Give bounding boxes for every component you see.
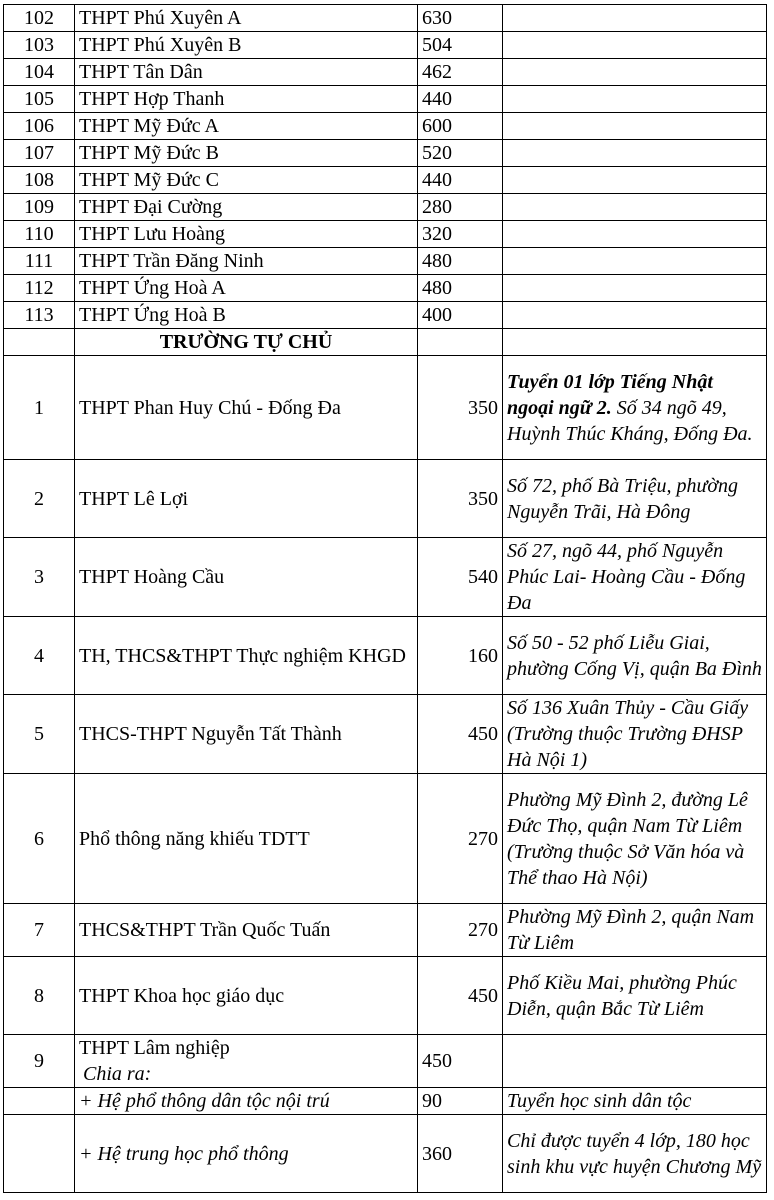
row-number: 104 xyxy=(4,59,75,86)
quota: 350 xyxy=(418,460,503,538)
quota: 320 xyxy=(418,221,503,248)
quota: 160 xyxy=(418,617,503,695)
note: Phường Mỹ Đình 2, đường Lê Đức Thọ, quận Nam Từ Liêm (Trường thuộc Sở Văn hóa và Thể thao Hà Nội) xyxy=(503,774,767,904)
quota: 630 xyxy=(418,5,503,32)
school-name: THPT Phú Xuyên B xyxy=(75,32,418,59)
note xyxy=(503,1035,767,1088)
table-row xyxy=(4,140,767,167)
table-row xyxy=(4,32,767,59)
school-name: THPT Mỹ Đức B xyxy=(75,140,418,167)
table-row xyxy=(4,5,767,32)
table-row xyxy=(4,957,767,1035)
row-number: 112 xyxy=(4,275,75,302)
school-name: TH, THCS&THPT Thực nghiệm KHGD xyxy=(75,617,418,695)
note xyxy=(503,167,767,194)
section-header-row xyxy=(4,329,767,356)
row-number: 2 xyxy=(4,460,75,538)
empty-cell xyxy=(4,1115,75,1193)
quota: 440 xyxy=(418,167,503,194)
school-name: THPT Khoa học giáo dục xyxy=(75,957,418,1035)
admission-quota-table xyxy=(3,4,767,1193)
school-name: THPT Phan Huy Chú - Đống Đa xyxy=(75,356,418,460)
school-name-text: THPT Lâm nghiệp xyxy=(79,1037,230,1059)
table-row xyxy=(4,617,767,695)
table-row xyxy=(4,1115,767,1193)
quota: 350 xyxy=(418,356,503,460)
quota: 600 xyxy=(418,113,503,140)
note: Số 72, phố Bà Triệu, phường Nguyễn Trãi, Hà Đông xyxy=(503,460,767,538)
note xyxy=(503,356,767,460)
quota: 480 xyxy=(418,275,503,302)
empty-cell xyxy=(4,1088,75,1115)
note xyxy=(503,302,767,329)
quota: 540 xyxy=(418,538,503,617)
school-name: Phổ thông năng khiếu TDTT xyxy=(75,774,418,904)
table-row xyxy=(4,248,767,275)
sub-system-name: + Hệ trung học phổ thông xyxy=(75,1115,418,1193)
school-name: THPT Ứng Hoà B xyxy=(75,302,418,329)
note xyxy=(503,113,767,140)
quota: 280 xyxy=(418,194,503,221)
note: Chỉ được tuyển 4 lớp, 180 học sinh khu vực huyện Chương Mỹ xyxy=(503,1115,767,1193)
row-number: 105 xyxy=(4,86,75,113)
quota: 450 xyxy=(418,1035,503,1088)
quota: 360 xyxy=(418,1115,503,1193)
table-row xyxy=(4,86,767,113)
quota: 462 xyxy=(418,59,503,86)
school-name: THPT Hoàng Cầu xyxy=(75,538,418,617)
table-row xyxy=(4,904,767,957)
table-row xyxy=(4,1035,767,1088)
school-name: THPT Mỹ Đức A xyxy=(75,113,418,140)
row-number: 1 xyxy=(4,356,75,460)
school-name: THPT Tân Dân xyxy=(75,59,418,86)
table-row xyxy=(4,460,767,538)
quota: 504 xyxy=(418,32,503,59)
table-row xyxy=(4,275,767,302)
row-number: 111 xyxy=(4,248,75,275)
quota: 450 xyxy=(418,957,503,1035)
note xyxy=(503,59,767,86)
note: Số 136 Xuân Thủy - Cầu Giấy (Trường thuộc Trường ĐHSP Hà Nội 1) xyxy=(503,695,767,774)
table-row xyxy=(4,221,767,248)
table-row xyxy=(4,774,767,904)
table-row xyxy=(4,356,767,460)
quota: 520 xyxy=(418,140,503,167)
school-name: THCS&THPT Trần Quốc Tuấn xyxy=(75,904,418,957)
table-row xyxy=(4,113,767,140)
row-number: 6 xyxy=(4,774,75,904)
note xyxy=(503,194,767,221)
row-number: 109 xyxy=(4,194,75,221)
note-text: Số 34 ngõ 49, Huỳnh Thúc Kháng, Đống Đa. xyxy=(507,396,753,445)
note xyxy=(503,140,767,167)
note: Số 27, ngõ 44, phố Nguyễn Phúc Lai- Hoàng Cầu - Đống Đa xyxy=(503,538,767,617)
table-row xyxy=(4,59,767,86)
row-number: 4 xyxy=(4,617,75,695)
quota: 270 xyxy=(418,774,503,904)
school-name xyxy=(75,1035,418,1088)
school-name: THPT Phú Xuyên A xyxy=(75,5,418,32)
school-name: THPT Lê Lợi xyxy=(75,460,418,538)
quota: 480 xyxy=(418,248,503,275)
row-number: 113 xyxy=(4,302,75,329)
note: Số 50 - 52 phố Liễu Giai, phường Cống Vị, quận Ba Đình xyxy=(503,617,767,695)
quota: 90 xyxy=(418,1088,503,1115)
note xyxy=(503,32,767,59)
row-number: 5 xyxy=(4,695,75,774)
school-name: THPT Mỹ Đức C xyxy=(75,167,418,194)
table-row xyxy=(4,1088,767,1115)
note xyxy=(503,275,767,302)
row-number: 7 xyxy=(4,904,75,957)
row-number: 9 xyxy=(4,1035,75,1088)
row-number: 107 xyxy=(4,140,75,167)
row-number: 102 xyxy=(4,5,75,32)
note: Phường Mỹ Đình 2, quận Nam Từ Liêm xyxy=(503,904,767,957)
row-number: 3 xyxy=(4,538,75,617)
row-number: 108 xyxy=(4,167,75,194)
quota: 400 xyxy=(418,302,503,329)
school-name: THPT Ứng Hoà A xyxy=(75,275,418,302)
empty-cell xyxy=(503,329,767,356)
quota: 440 xyxy=(418,86,503,113)
empty-cell xyxy=(4,329,75,356)
quota: 270 xyxy=(418,904,503,957)
table-row xyxy=(4,695,767,774)
table-row xyxy=(4,167,767,194)
note xyxy=(503,5,767,32)
note xyxy=(503,221,767,248)
note: Phố Kiều Mai, phường Phúc Diễn, quận Bắc Từ Liêm xyxy=(503,957,767,1035)
table-row xyxy=(4,302,767,329)
school-name: THPT Đại Cường xyxy=(75,194,418,221)
table-row xyxy=(4,194,767,221)
school-name: THPT Hợp Thanh xyxy=(75,86,418,113)
note xyxy=(503,248,767,275)
school-name: THCS-THPT Nguyễn Tất Thành xyxy=(75,695,418,774)
sub-system-name: + Hệ phổ thông dân tộc nội trú xyxy=(75,1088,418,1115)
note: Tuyển học sinh dân tộc xyxy=(503,1088,767,1115)
row-number: 8 xyxy=(4,957,75,1035)
row-number: 110 xyxy=(4,221,75,248)
school-name: THPT Trần Đăng Ninh xyxy=(75,248,418,275)
note xyxy=(503,86,767,113)
note-highlight: Tuyển 01 lớp Tiếng Nhật ngoại ngữ 2. xyxy=(507,370,713,419)
row-number: 103 xyxy=(4,32,75,59)
empty-cell xyxy=(418,329,503,356)
section-title: TRƯỜNG TỰ CHỦ xyxy=(75,329,418,356)
school-name: THPT Lưu Hoàng xyxy=(75,221,418,248)
quota: 450 xyxy=(418,695,503,774)
row-number: 106 xyxy=(4,113,75,140)
chia-ra-label: Chia ra: xyxy=(83,1063,152,1085)
table-row xyxy=(4,538,767,617)
